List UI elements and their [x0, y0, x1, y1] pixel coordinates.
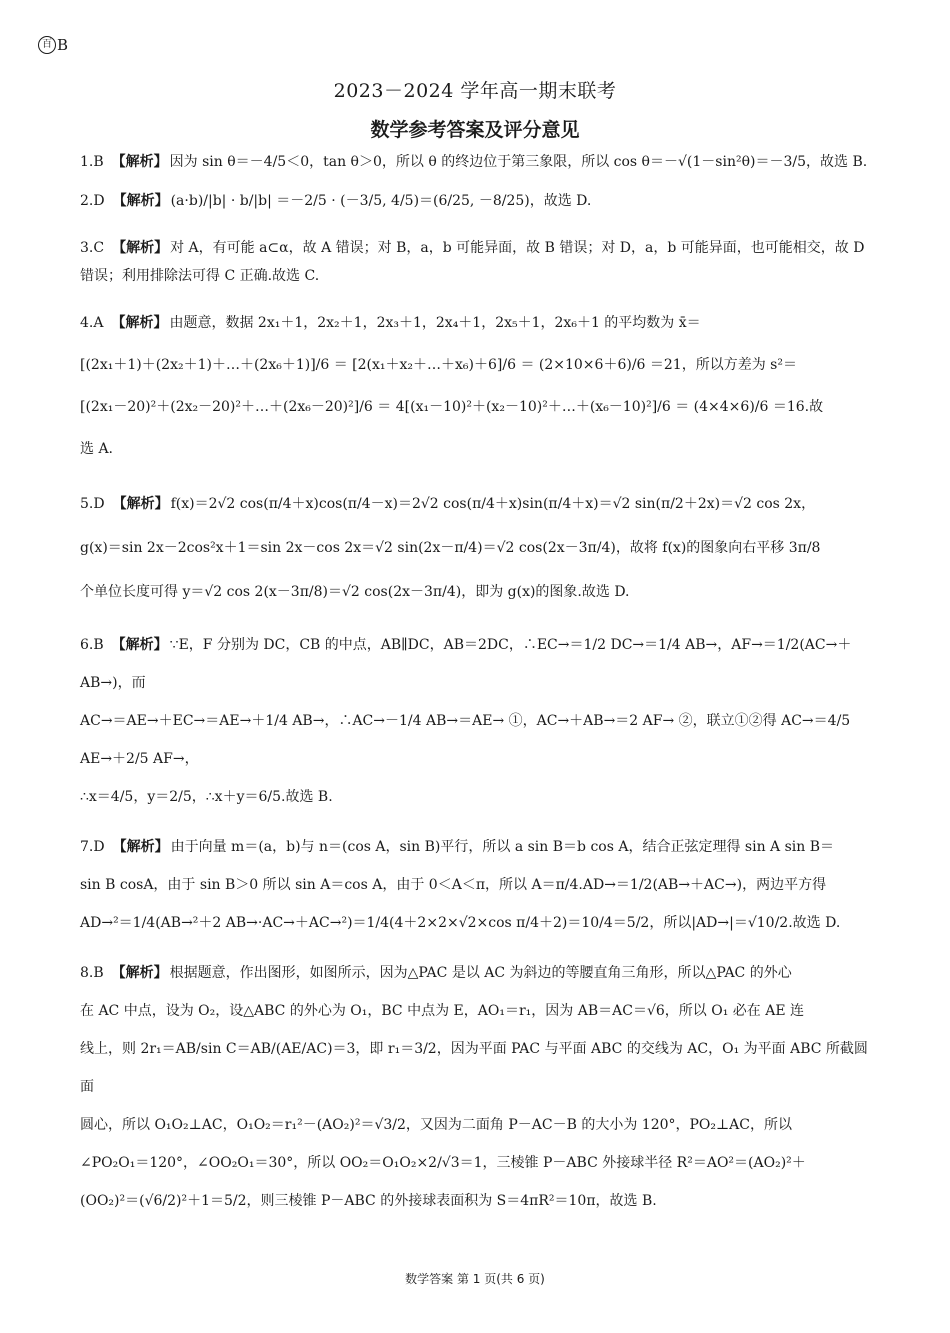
- question-number: 6.B: [80, 637, 104, 653]
- corner-mark: [38, 36, 68, 54]
- analysis-label: 【解析】: [111, 965, 168, 981]
- question-7-line: [80, 828, 880, 866]
- corner-letter: B: [57, 36, 69, 54]
- question-4-line: [80, 428, 880, 470]
- question-6-line: [80, 778, 880, 816]
- solution-text: g(x)＝sin 2x－2cos²x＋1＝sin 2x－cos 2x＝√2 sin(2x－π/4)＝√2 cos(2x－3π/4)，故将 f(x)的图象向右平移 3π/8: [80, 540, 821, 556]
- question-4-line: [80, 344, 880, 386]
- question-2: [80, 184, 880, 218]
- question-8-line: [80, 954, 880, 992]
- solution-text: 在 AC 中点，设为 O₂，设△ABC 的外心为 O₁，BC 中点为 E，AO₁＝r₁，因为 AB＝AC＝√6，所以 O₁ 必在 AE 连: [80, 1003, 804, 1019]
- analysis-label: 【解析】: [111, 637, 168, 653]
- analysis-label: 【解析】: [112, 496, 169, 512]
- solution-text: (a·b)/|b| · b/|b| ＝－2/5 · (－3/5, 4/5)＝(6/25, －8/25)，故选 D.: [170, 193, 592, 209]
- solution-text: ∠PO₂O₁＝120°，∠OO₂O₁＝30°，所以 OO₂＝O₁O₂×2/√3＝1，三棱锥 P－ABC 外接球半径 R²＝AO²＝(AO₂)²＋: [80, 1155, 806, 1171]
- solution-text: 对 A，有可能 a⊂α，故 A 错误；对 B，a，b 可能异面，故 B 错误；对 D，a，b 可能异面，也可能相交，故 D: [170, 240, 865, 256]
- question-4: [80, 302, 880, 470]
- question-6-line: [80, 626, 880, 702]
- header: [0, 76, 950, 142]
- solution-text: 线上，则 2r₁＝AB/sin C＝AB/(AE/AC)＝3，即 r₁＝3/2，因为平面 PAC 与平面 ABC 的交线为 AC，O₁ 为平面 ABC 所截圆面: [80, 1041, 868, 1095]
- question-7-line: [80, 866, 880, 904]
- solution-text: 因为 sin θ＝－4/5＜0，tan θ＞0，所以 θ 的终边位于第三象限，所以 cos θ＝－√(1－sin²θ)＝－3/5，故选 B.: [169, 154, 868, 170]
- question-2-line: [80, 184, 880, 218]
- question-3-line: [80, 262, 880, 290]
- question-5-line: [80, 570, 880, 614]
- question-number: 7.D: [80, 839, 105, 855]
- solution-text: ∴x＝4/5，y＝2/5，∴x＋y＝6/5.故选 B.: [80, 789, 333, 805]
- solution-text: ∵E，F 分别为 DC，CB 的中点，AB∥DC，AB＝2DC，∴EC→＝1/2 DC→＝1/4 AB→，AF→＝1/2(AC→＋AB→)，而: [80, 637, 852, 691]
- solution-text: 圆心，所以 O₁O₂⊥AC，O₁O₂＝r₁²－(AO₂)²＝√3/2，又因为二面角 P－AC－B 的大小为 120°，PO₂⊥AC，所以: [80, 1117, 793, 1133]
- page-title: 2023－2024 学年高一期末联考: [333, 80, 617, 102]
- question-8-line: [80, 1030, 880, 1106]
- question-number: 5.D: [80, 496, 105, 512]
- question-number: 1.B: [80, 154, 104, 170]
- question-5: [80, 482, 880, 614]
- question-6-line: [80, 702, 880, 778]
- analysis-label: 【解析】: [112, 240, 169, 256]
- solution-text: 错误；利用排除法可得 C 正确.故选 C.: [80, 268, 320, 284]
- solution-text: f(x)＝2√2 cos(π/4＋x)cos(π/4－x)＝2√2 cos(π/4＋x)sin(π/4＋x)＝√2 sin(π/2＋2x)＝√2 cos 2x，: [170, 496, 816, 512]
- solution-text: [(2x₁－20)²＋(2x₂－20)²＋…＋(2x₆－20)²]/6 ＝ 4[(x₁－10)²＋(x₂－10)²＋…＋(x₆－10)²]/6 ＝ (4×4×6)/6 ＝16.故: [80, 399, 824, 415]
- solution-text: 根据题意，作出图形，如图所示，因为△PAC 是以 AC 为斜边的等腰直角三角形，所以△PAC 的外心: [169, 965, 792, 981]
- question-1-line: [80, 152, 880, 172]
- question-8-line: [80, 1106, 880, 1144]
- corner-circle-glyph: 百: [38, 36, 56, 54]
- question-1: [80, 152, 880, 172]
- question-8-line: [80, 992, 880, 1030]
- question-3: [80, 234, 880, 290]
- question-8-line: [80, 1144, 880, 1182]
- analysis-label: 【解析】: [112, 193, 169, 209]
- analysis-label: 【解析】: [112, 839, 169, 855]
- analysis-label: 【解析】: [111, 154, 168, 170]
- solution-text: 由题意，数据 2x₁＋1，2x₂＋1，2x₃＋1，2x₄＋1，2x₅＋1，2x₆＋1 的平均数为 x̄＝: [169, 315, 701, 331]
- solution-text: (OO₂)²＝(√6/2)²＋1＝5/2，则三棱锥 P－ABC 的外接球表面积为 S＝4πR²＝10π，故选 B.: [80, 1193, 657, 1209]
- page-subtitle: 数学参考答案及评分意见: [370, 119, 580, 141]
- question-number: 8.B: [80, 965, 104, 981]
- question-5-line: [80, 482, 880, 526]
- solution-text: AD→²＝1/4(AB→²＋2 AB→·AC→＋AC→²)＝1/4(4＋2×2×√2×cos π/4＋2)＝10/4＝5/2，所以|AD→|＝√10/2.故选 D.: [80, 915, 841, 931]
- solution-text: AC→＝AE→＋EC→＝AE→＋1/4 AB→，∴AC→－1/4 AB→＝AE→ ①，AC→＋AB→＝2 AF→ ②，联立①②得 AC→＝4/5 AE→＋2/5 AF→，: [80, 713, 851, 767]
- question-3-line: [80, 234, 880, 262]
- solution-text: sin B cosA，由于 sin B＞0 所以 sin A＝cos A，由于 0＜A＜π，所以 A＝π/4.AD→＝1/2(AB→＋AC→)，两边平方得: [80, 877, 827, 893]
- question-7: [80, 828, 880, 942]
- question-4-line: [80, 302, 880, 344]
- question-5-line: [80, 526, 880, 570]
- solution-text: [(2x₁＋1)＋(2x₂＋1)＋…＋(2x₆＋1)]/6 ＝ [2(x₁＋x₂＋…＋x₆)＋6]/6 ＝ (2×10×6＋6)/6 ＝21，所以方差为 s²＝: [80, 357, 797, 373]
- question-6: [80, 626, 880, 816]
- question-8: [80, 954, 880, 1220]
- solution-text: 选 A.: [80, 441, 114, 457]
- question-number: 4.A: [80, 315, 104, 331]
- analysis-label: 【解析】: [111, 315, 168, 331]
- page-footer: 数学答案 第 1 页(共 6 页): [405, 1272, 545, 1286]
- question-7-line: [80, 904, 880, 942]
- question-number: 3.C: [80, 240, 105, 256]
- question-8-line: [80, 1182, 880, 1220]
- solution-text: 个单位长度可得 y＝√2 cos 2(x－3π/8)＝√2 cos(2x－3π/4)，即为 g(x)的图象.故选 D.: [80, 584, 630, 600]
- question-number: 2.D: [80, 193, 105, 209]
- question-4-line: [80, 386, 880, 428]
- solution-text: 由于向量 m＝(a，b)与 n＝(cos A，sin B)平行，所以 a sin B＝b cos A，结合正弦定理得 sin A sin B＝: [170, 839, 835, 855]
- answers: [80, 152, 880, 1220]
